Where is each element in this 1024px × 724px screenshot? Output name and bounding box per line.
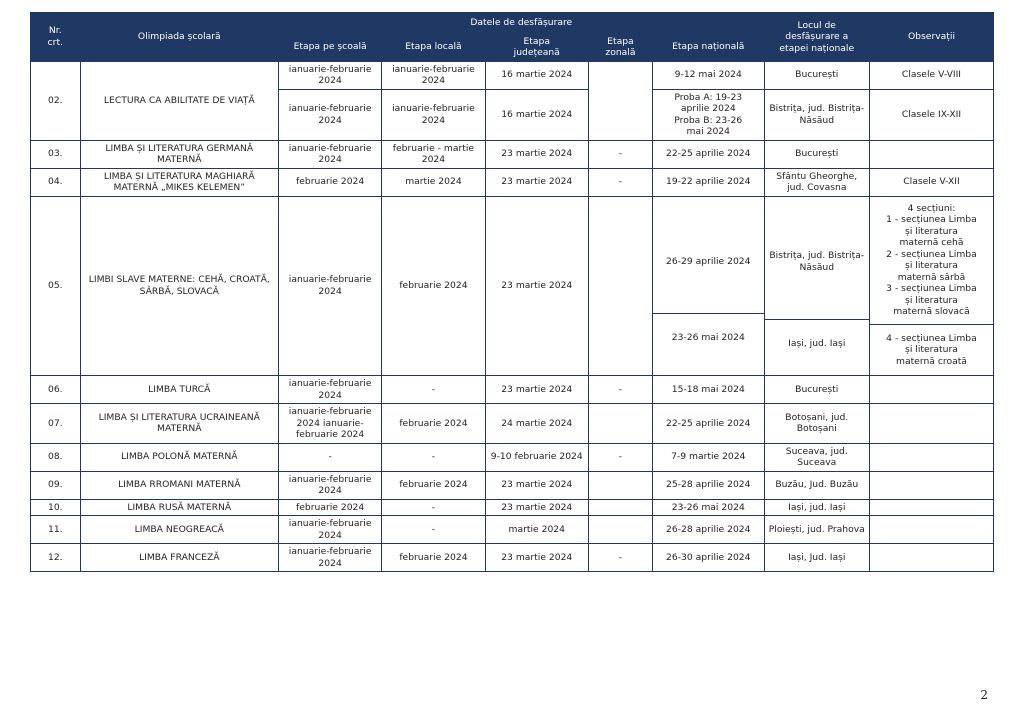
cell-etapa-locala: -	[382, 516, 485, 544]
cell-etapa-nationala	[652, 89, 764, 140]
cell-etapa-locala: ianuarie-februarie 2024	[382, 61, 485, 89]
header-group-dates: Datele de desfășurare	[278, 13, 764, 34]
cell-loc: Bistrița, jud. Bistrița-Năsăud	[764, 89, 869, 140]
cell-olimpiada: LIMBA ȘI LITERATURA MAGHIARĂ MATERNĂ „MIKES KELEMEN”	[80, 168, 278, 196]
cell-loc: Iași, Jud. Iași	[764, 544, 869, 572]
table-body	[31, 61, 994, 572]
cell-etapa-locala: februarie 2024	[382, 404, 485, 444]
header-etapa-judeteana	[485, 33, 588, 61]
cell-nr: 04.	[31, 168, 81, 196]
cell-etapa-zonala: -	[588, 376, 652, 404]
cell-olimpiada: LIMBA FRANCEZĂ	[80, 544, 278, 572]
header-etapa-judeteana-line1: Etapa	[523, 35, 550, 47]
cell-observatii	[869, 443, 993, 471]
obs2-line3: maternă croată	[896, 355, 967, 367]
table-row	[31, 168, 994, 196]
cell-loc: Suceava, jud. Suceava	[764, 443, 869, 471]
cell-etapa-nationala: 15-18 mai 2024	[652, 376, 764, 404]
table-row	[31, 499, 994, 516]
cell-etapa-judeteana: 23 martie 2024	[485, 168, 588, 196]
nationala-line4: mai 2024	[686, 126, 730, 137]
cell-etapa-zonala: -	[588, 544, 652, 572]
table-row	[31, 544, 994, 572]
cell-etapa-scoala: ianuarie-februarie 2024	[278, 140, 381, 168]
cell-loc: Botoșani, jud. Botoșani	[764, 404, 869, 444]
nationala-part-2: 23-26 mai 2024	[671, 332, 745, 344]
cell-etapa-zonala	[588, 516, 652, 544]
cell-etapa-nationala: 25-28 aprilie 2024	[652, 471, 764, 499]
table-row	[31, 516, 994, 544]
cell-loc	[764, 196, 869, 376]
cell-etapa-scoala: ianuarie-februarie 2024	[278, 376, 381, 404]
cell-etapa-scoala: ianuarie-februarie 2024	[278, 61, 381, 89]
table-row	[31, 61, 994, 89]
cell-olimpiada: LIMBA POLONĂ MATERNĂ	[80, 443, 278, 471]
header-loc-line1: Locul de	[797, 19, 836, 31]
header-nr-crt	[31, 13, 81, 62]
cell-etapa-scoala: ianuarie-februarie 2024	[278, 516, 381, 544]
cell-etapa-zonala	[588, 61, 652, 140]
cell-etapa-judeteana: 24 martie 2024	[485, 404, 588, 444]
cell-nr: 12.	[31, 544, 81, 572]
loc-part-2: Iași, jud. Iași	[788, 338, 846, 349]
obs-line6: și literatura	[905, 260, 958, 271]
cell-observatii: Clasele V-VIII	[869, 61, 993, 89]
table-row	[31, 443, 994, 471]
cell-observatii	[869, 516, 993, 544]
cell-etapa-nationala: 7-9 martie 2024	[652, 443, 764, 471]
cell-loc: Iași, jud. Iași	[764, 499, 869, 516]
cell-etapa-nationala: 26-28 aprilie 2024	[652, 516, 764, 544]
cell-observatii	[869, 140, 993, 168]
cell-olimpiada: LIMBA TURCĂ	[80, 376, 278, 404]
table-row	[31, 196, 994, 376]
cell-olimpiada: LIMBA RUSĂ MATERNĂ	[80, 499, 278, 516]
obs-line2: 1 - secțiunea Limba	[886, 214, 977, 225]
obs-line3: și literatura	[905, 225, 958, 237]
cell-etapa-nationala: 22-25 aprilie 2024	[652, 140, 764, 168]
header-loc-line3: etapei naționale	[779, 42, 855, 54]
header-etapa-locala: Etapa locală	[382, 33, 485, 61]
cell-nr: 10.	[31, 499, 81, 516]
cell-loc: Sfântu Gheorghe, jud. Covasna	[764, 168, 869, 196]
header-etapa-zonala	[588, 33, 652, 61]
cell-etapa-locala: februarie 2024	[382, 544, 485, 572]
obs-line5: 2 - secțiunea Limba	[886, 248, 977, 260]
cell-etapa-nationala: 19-22 aprilie 2024	[652, 168, 764, 196]
header-etapa-judeteana-line2: județeană	[513, 47, 560, 58]
cell-etapa-locala: februarie 2024	[382, 196, 485, 376]
cell-nr: 06.	[31, 376, 81, 404]
cell-observatii	[869, 404, 993, 444]
cell-olimpiada: LIMBA ȘI LITERATURA GERMANĂ MATERNĂ	[80, 140, 278, 168]
nationala-line1: Proba A: 19-23	[674, 91, 743, 103]
cell-olimpiada: LIMBI SLAVE MATERNE: CEHĂ, CROATĂ, SÂRBĂ, SLOVACĂ	[80, 196, 278, 376]
cell-etapa-nationala: 23-26 mai 2024	[652, 499, 764, 516]
cell-etapa-locala: februarie - martie 2024	[382, 140, 485, 168]
cell-etapa-zonala: -	[588, 140, 652, 168]
obs-line1: 4 secțiuni:	[907, 202, 956, 214]
cell-etapa-nationala: 26-30 aprilie 2024	[652, 544, 764, 572]
cell-observatii: Clasele IX-XII	[869, 89, 993, 140]
cell-nr: 08.	[31, 443, 81, 471]
table-row	[31, 471, 994, 499]
cell-etapa-locala: martie 2024	[382, 168, 485, 196]
cell-loc: București	[764, 140, 869, 168]
table-header	[31, 13, 994, 62]
cell-etapa-nationala: 9-12 mai 2024	[652, 61, 764, 89]
cell-observatii	[869, 471, 993, 499]
header-nr-crt-line2: crt.	[47, 36, 63, 48]
header-etapa-scoala: Etapa pe școală	[278, 33, 381, 61]
cell-nr: 07.	[31, 404, 81, 444]
observatii-part-1	[870, 197, 993, 325]
header-loc-line2: desfășurare a	[785, 31, 849, 42]
obs-line10: maternă slovacă	[893, 306, 970, 317]
cell-etapa-nationala: 22-25 aprilie 2024	[652, 404, 764, 444]
page-number: 2	[980, 688, 988, 702]
cell-etapa-locala: -	[382, 376, 485, 404]
header-nr-crt-line1: Nr.	[48, 25, 62, 37]
cell-etapa-locala: -	[382, 443, 485, 471]
nationala-part-1: 26-29 aprilie 2024	[653, 210, 764, 315]
obs-line8: 3 - secțiunea Limba	[886, 283, 977, 294]
cell-etapa-locala: februarie 2024	[382, 471, 485, 499]
olympiad-schedule-table	[30, 12, 994, 572]
cell-etapa-scoala: ianuarie-februarie 2024	[278, 89, 381, 140]
cell-etapa-judeteana: 16 martie 2024	[485, 89, 588, 140]
cell-etapa-zonala	[588, 499, 652, 516]
obs-line7: maternă sârbă	[897, 271, 966, 283]
table-row	[31, 404, 994, 444]
header-loc-desfasurare	[764, 13, 869, 62]
cell-etapa-judeteana: martie 2024	[485, 516, 588, 544]
cell-etapa-judeteana: 23 martie 2024	[485, 140, 588, 168]
cell-loc: București	[764, 61, 869, 89]
cell-olimpiada: LIMBA RROMANI MATERNĂ	[80, 471, 278, 499]
cell-olimpiada: LIMBA NEOGREACĂ	[80, 516, 278, 544]
cell-etapa-scoala: februarie 2024	[278, 499, 381, 516]
nationala-line2: aprilie 2024	[680, 103, 736, 114]
cell-etapa-judeteana: 16 martie 2024	[485, 61, 588, 89]
cell-nr: 03.	[31, 140, 81, 168]
cell-etapa-judeteana: 23 martie 2024	[485, 196, 588, 376]
header-etapa-zonala-line1: Etapa	[607, 35, 634, 47]
cell-loc: București	[764, 376, 869, 404]
cell-etapa-zonala	[588, 404, 652, 444]
cell-observatii	[869, 544, 993, 572]
cell-etapa-judeteana: 23 martie 2024	[485, 471, 588, 499]
cell-nr: 09.	[31, 471, 81, 499]
obs-line9: și literatura	[905, 294, 958, 306]
cell-nr: 02.	[31, 61, 81, 140]
cell-etapa-scoala: ianuarie-februarie 2024	[278, 471, 381, 499]
cell-olimpiada: LECTURA CA ABILITATE DE VIAȚĂ	[80, 61, 278, 140]
cell-etapa-nationala	[652, 196, 764, 376]
loc-part-1: Bistrița, jud. Bistrița-Năsăud	[765, 204, 869, 320]
cell-loc: Buzău, Jud. Buzău	[764, 471, 869, 499]
cell-etapa-judeteana: 9-10 februarie 2024	[485, 443, 588, 471]
observatii-part-2	[870, 325, 993, 376]
header-observatii: Observații	[869, 13, 993, 62]
cell-observatii	[869, 196, 993, 376]
obs2-line2: și literatura	[905, 344, 958, 355]
cell-etapa-zonala: -	[588, 168, 652, 196]
header-etapa-zonala-line2: zonală	[605, 47, 636, 58]
cell-etapa-scoala: februarie 2024	[278, 168, 381, 196]
cell-etapa-zonala	[588, 196, 652, 376]
cell-etapa-judeteana: 23 martie 2024	[485, 544, 588, 572]
cell-loc: Ploiești, jud. Prahova	[764, 516, 869, 544]
header-olimpiada: Olimpiada școlară	[80, 13, 278, 62]
cell-etapa-scoala: ianuarie-februarie 2024	[278, 544, 381, 572]
obs2-line1: 4 - secțiunea Limba	[886, 332, 977, 344]
cell-etapa-judeteana: 23 martie 2024	[485, 499, 588, 516]
obs-line4: maternă cehă	[899, 237, 964, 248]
nationala-line3: Proba B: 23-26	[674, 114, 743, 126]
cell-olimpiada: LIMBA ȘI LITERATURA UCRAINEANĂ MATERNĂ	[80, 404, 278, 444]
cell-etapa-locala: ianuarie-februarie 2024	[382, 89, 485, 140]
cell-etapa-locala: -	[382, 499, 485, 516]
cell-etapa-zonala	[588, 471, 652, 499]
cell-etapa-scoala: ianuarie-februarie 2024	[278, 196, 381, 376]
cell-nr: 05.	[31, 196, 81, 376]
header-etapa-nationala: Etapa națională	[652, 33, 764, 61]
cell-observatii	[869, 499, 993, 516]
table-row	[31, 140, 994, 168]
cell-observatii	[869, 376, 993, 404]
cell-observatii: Clasele V-XII	[869, 168, 993, 196]
cell-etapa-scoala: -	[278, 443, 381, 471]
cell-etapa-judeteana: 23 martie 2024	[485, 376, 588, 404]
cell-etapa-scoala: ianuarie-februarie 2024 ianuarie-februarie 2024	[278, 404, 381, 444]
cell-etapa-zonala: -	[588, 443, 652, 471]
cell-nr: 11.	[31, 516, 81, 544]
table-row	[31, 376, 994, 404]
